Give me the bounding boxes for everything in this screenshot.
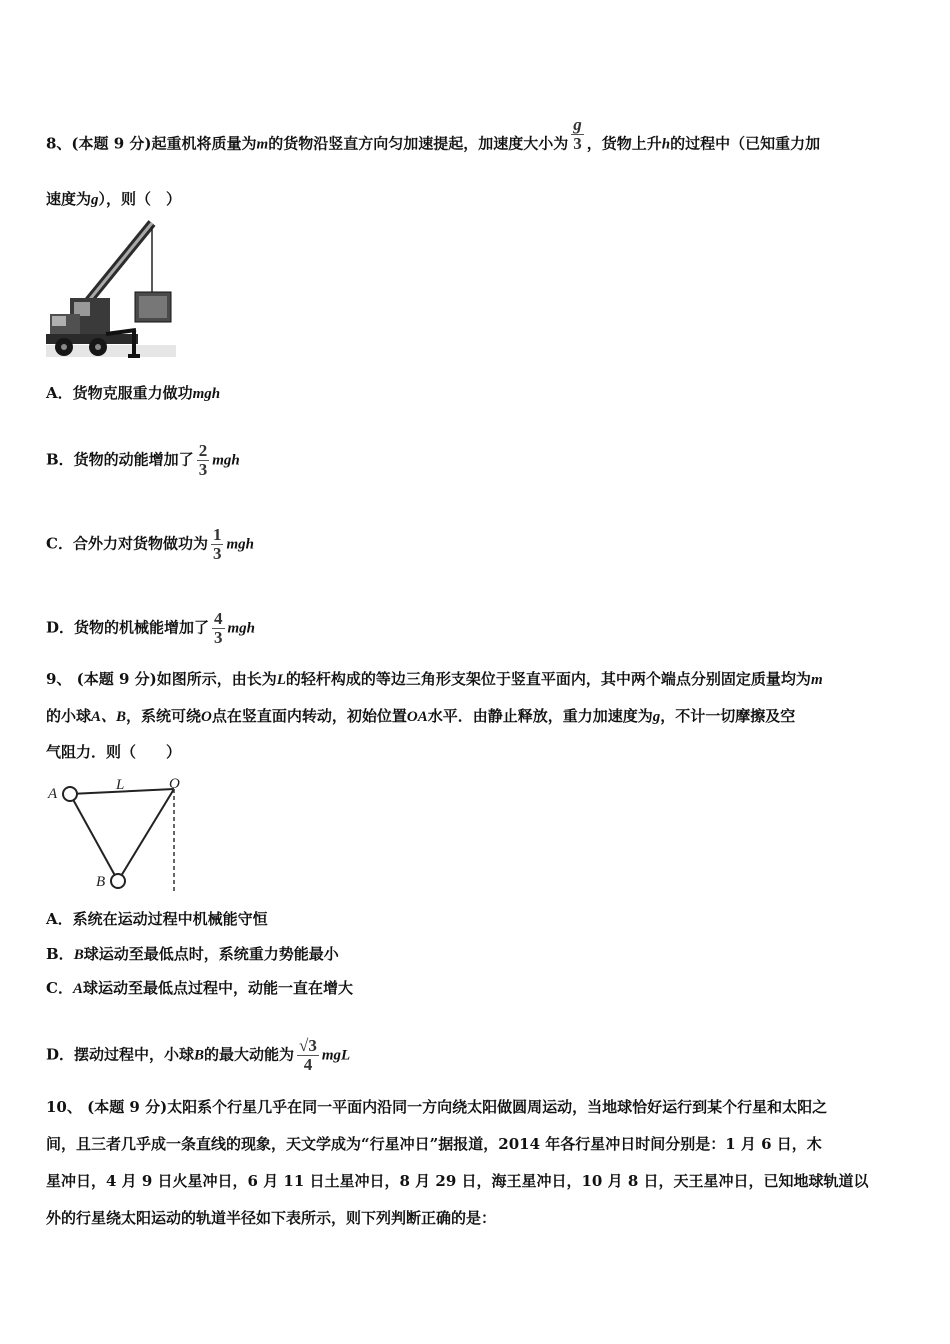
label-O: O [169,776,180,792]
q9-stem-line1: 9、 (本题 9 分)如图所示，由长为L的轻杆构成的等边三角形支架位于竖直平面内，其中两个端点分别固定质量均为m [46,670,823,688]
q8-stem-line2: 速度为g），则（ ） [46,190,182,208]
label-L: L [116,777,125,793]
var-L: L [276,672,286,688]
q10-stem-line4: 外的行星绕太阳运动的轨道半径如下表所示，则下列判断正确的是： [46,1209,497,1227]
q9-option-c: C．A球运动至最低点过程中，动能一直在增大 [46,979,353,997]
q8-stem-text: 的货物沿竖直方向匀加速提起，加速度大小为 [268,134,569,153]
var-h: h [661,136,671,153]
q8-option-a: A．货物克服重力做功mgh [46,384,221,402]
q8-stem-text: 的过程中（已知重力加 [670,134,821,153]
q9-stem-line2: 的小球A、B，系统可绕O点在竖直面内转动，初始位置OA水平．由静止释放，重力加速度为g，不计一切摩擦及空 [46,707,796,725]
fraction-g-over-3: $\frac{g}{3}$ [573,115,582,153]
q10-stem-line3: 星冲日，4 月 9 日火星冲日，6 月 11 日土星冲日，8 月 29 日，海王星冲日，10 月 8 日，天王星冲日，已知地球轨道以 [46,1172,869,1190]
fraction-sqrt3-over-4: $\frac{√3}{4}$ [299,1036,317,1074]
q8-option-c: C．合外力对货物做功为 $\frac{1}{3}$ mgh [46,525,254,563]
fraction-4-over-3: $\frac{4}{3}$ [214,609,223,647]
q8-option-d: D．货物的机械能增加了 $\frac{4}{3}$ mgh [46,609,256,647]
q10-stem-line2: 间，且三者几乎成一条直线的现象，天文学成为“行星冲日”据报道，2014 年各行星冲日时间分别是：1 月 6 日，木 [46,1135,822,1153]
crane-image [46,220,176,360]
triangle-pendulum-diagram [44,774,194,896]
label-B: B [96,874,106,890]
q9-option-d: D．摆动过程中，小球B的最大动能为 $\frac{√3}{4}$ mgL [46,1036,351,1074]
var-g: g [91,192,99,208]
var-m: m [256,136,269,153]
q8-stem-text: ，货物上升 [586,134,662,153]
fraction-2-over-3: $\frac{2}{3}$ [198,441,208,479]
label-A: A [48,786,58,802]
q8-stem-text: 8、(本题 9 分)起重机将质量为 [46,134,257,153]
var-m: m [810,672,823,688]
q8-stem-line1 [46,115,821,163]
q9-stem-line3: 气阻力．则（ ） [46,743,182,761]
q9-option-b: B．B球运动至最低点时，系统重力势能最小 [46,945,339,963]
fraction-1-over-3: $\frac{1}{3}$ [212,525,222,563]
q8-option-b: B．货物的动能增加了 $\frac{2}{3}$ mgh [46,441,240,479]
q9-option-a: A．系统在运动过程中机械能守恒 [46,910,268,928]
q10-stem-line1: 10、 (本题 9 分)太阳系个行星几乎在同一平面内沿同一方向绕太阳做圆周运动，当地球恰好运行到某个行星和太阳之 [46,1098,828,1116]
